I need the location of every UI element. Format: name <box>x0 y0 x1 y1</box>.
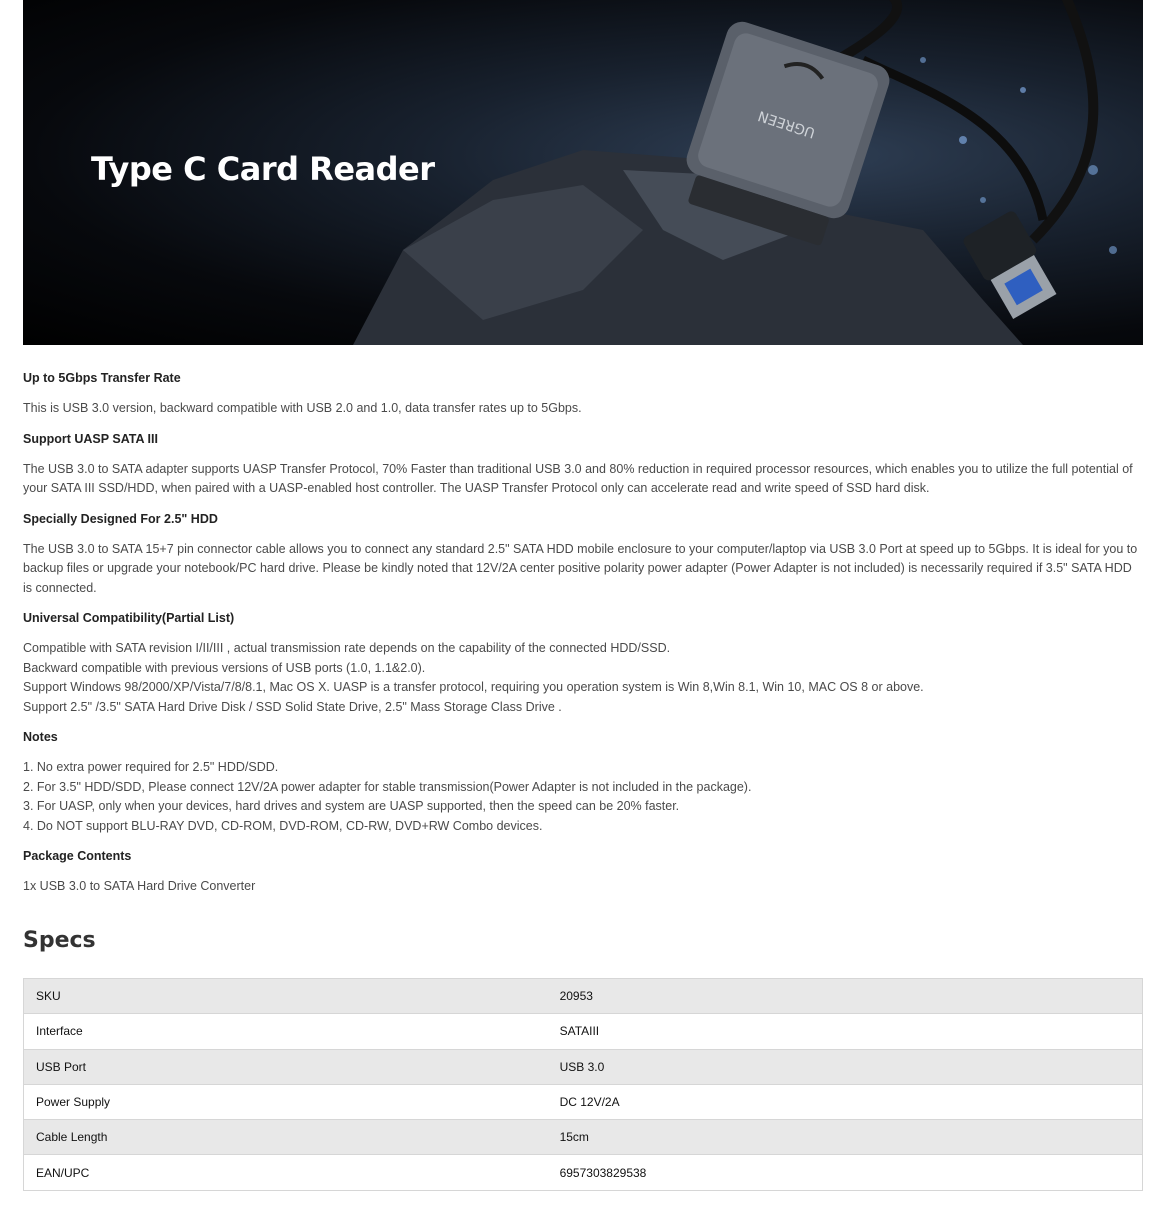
section-text: Support Windows 98/2000/XP/Vista/7/8/8.1, Mac OS X. UASP is a transfer protocol, requiring you operation system is Win 8,Win 8.1, Win 10, MAC OS 8 or above. <box>23 680 924 694</box>
section-heading: Support UASP SATA III <box>23 431 158 446</box>
section-heading: Specially Designed For 2.5" HDD <box>23 511 218 526</box>
section-heading: Universal Compatibility(Partial List) <box>23 611 235 625</box>
section-heading: Notes <box>23 730 58 744</box>
table-row <box>24 1155 1143 1190</box>
table-row <box>24 979 1143 1014</box>
note-item: 2. For 3.5" HDD/SDD, Please connect 12V/2A power adapter for stable transmission(Power Adapter is not included in the package). <box>23 779 752 794</box>
spec-value: 15cm <box>547 1120 1143 1155</box>
table-row <box>24 1049 1143 1084</box>
section-text: The USB 3.0 to SATA adapter supports UASP Transfer Protocol, 70% Faster than traditional USB 3.0 and 80% reduction in required processor resources, which enables you to utilize the full potential of your SATA III SSD/HDD, when paired with a UASP-enabled host controller. The UASP Transfer Protocol only can accelerate read and write speed of SSD hard disk. <box>23 461 1133 495</box>
note-item: 3. For UASP, only when your devices, hard drives and system are UASP supported, then the speed can be 20% faster. <box>23 799 680 813</box>
section-text: Compatible with SATA revision I/II/III , actual transmission rate depends on the capability of the connected HDD/SSD. <box>23 641 671 655</box>
spec-value: SATAIII <box>547 1014 1143 1049</box>
table-row <box>24 1120 1143 1155</box>
section-text: The USB 3.0 to SATA 15+7 pin connector cable allows you to connect any standard 2.5" SATA HDD mobile enclosure to your computer/laptop via USB 3.0 Port at speed up to 5Gbps. It is ideal for you to backup files or upgrade your notebook/PC hard drive. Please be kindly noted that 12V/2A center positive polarity power adapter (Power Adapter is not included) is necessarily required if 3.5" SATA HDD is connected. <box>23 541 1138 595</box>
specs-title: Specs <box>23 928 96 953</box>
section-text: Backward compatible with previous versions of USB ports (1.0, 1.1&2.0). <box>23 660 426 675</box>
svg-text:UGREEN: UGREEN <box>756 107 818 141</box>
spec-label: USB Port <box>24 1049 547 1084</box>
spec-label: Interface <box>24 1014 547 1049</box>
spec-label: EAN/UPC <box>24 1155 547 1190</box>
product-description <box>23 368 1143 897</box>
note-item: 4. Do NOT support BLU-RAY DVD, CD-ROM, DVD-ROM, CD-RW, DVD+RW Combo devices. <box>23 818 543 833</box>
spec-label: Cable Length <box>24 1120 547 1155</box>
spec-value: 6957303829538 <box>547 1155 1143 1190</box>
section-heading: Up to 5Gbps Transfer Rate <box>23 371 181 385</box>
spec-value: USB 3.0 <box>547 1049 1143 1084</box>
section-text: Support 2.5" /3.5" SATA Hard Drive Disk / SSD Solid State Drive, 2.5" Mass Storage Class Drive . <box>23 699 562 714</box>
spec-label: SKU <box>24 979 547 1014</box>
section-text: 1x USB 3.0 to SATA Hard Drive Converter <box>23 879 256 893</box>
specs-table <box>23 978 1143 1191</box>
table-row <box>24 1084 1143 1119</box>
section-text: This is USB 3.0 version, backward compatible with USB 2.0 and 1.0, data transfer rates up to 5Gbps. <box>23 401 582 415</box>
spec-value: 20953 <box>547 979 1143 1014</box>
spec-value: DC 12V/2A <box>547 1084 1143 1119</box>
hero-banner <box>23 0 1143 345</box>
section-heading: Package Contents <box>23 849 132 863</box>
hero-title: Type C Card Reader <box>91 150 435 188</box>
note-item: 1. No extra power required for 2.5" HDD/SDD. <box>23 760 279 774</box>
spec-label: Power Supply <box>24 1084 547 1119</box>
table-row <box>24 1014 1143 1049</box>
